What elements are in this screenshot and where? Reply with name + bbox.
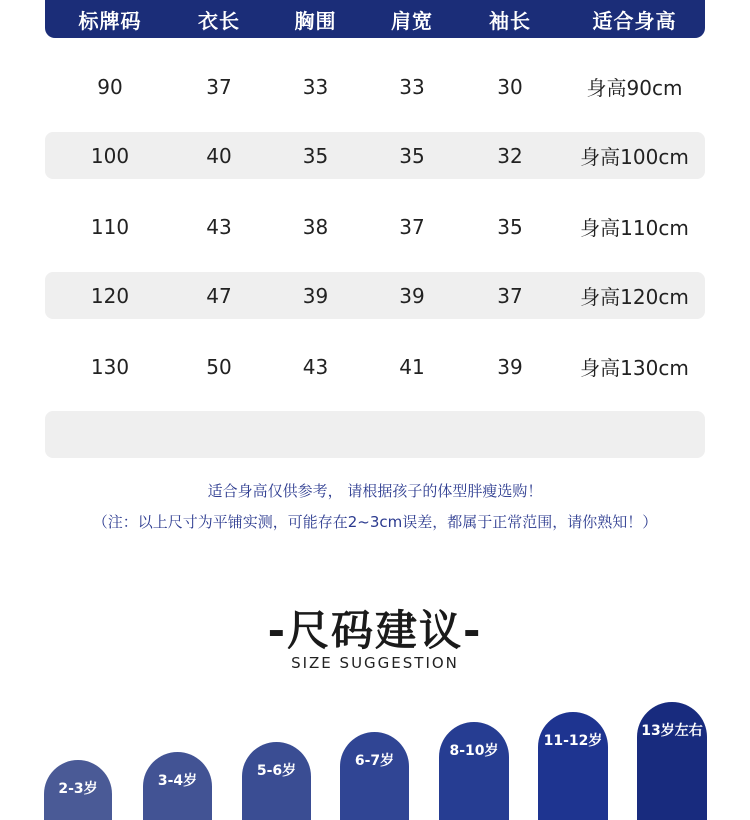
age-bar-6-7 <box>340 732 409 820</box>
cell-shoulder: 35 <box>399 143 425 168</box>
age-label: 8-10岁 <box>449 743 499 759</box>
age-bar-11-12 <box>538 712 608 820</box>
section-subtitle: SIZE SUGGESTION <box>291 654 459 672</box>
age-label: 3-4岁 <box>157 773 198 789</box>
table-row <box>45 132 705 179</box>
table-row <box>45 343 705 390</box>
cell-sleeve: 32 <box>497 143 523 168</box>
cell-height: 身高110cm <box>580 216 689 240</box>
header-chest: 胸围 <box>294 8 337 33</box>
cell-shoulder: 41 <box>399 354 425 379</box>
table-row <box>45 203 705 250</box>
cell-chest: 39 <box>302 283 329 308</box>
cell-shoulder: 39 <box>399 283 425 308</box>
age-bar-3-4 <box>143 752 212 820</box>
cell-length: 37 <box>206 74 232 99</box>
cell-size: 100 <box>90 143 130 168</box>
age-bar-13 <box>637 702 707 820</box>
cell-height: 身高130cm <box>580 356 689 380</box>
cell-length: 50 <box>206 354 232 379</box>
header-sleeve: 袖长 <box>489 8 531 33</box>
age-label: 2-3岁 <box>58 781 98 797</box>
cell-sleeve: 39 <box>497 354 523 379</box>
table-header <box>45 0 705 38</box>
height-note: 适合身高仅供参考， 请根据孩子的体型胖瘦选购！ <box>207 482 543 500</box>
measurement-note: （注：以上尺寸为平铺实测，可能存在2~3cm误差，都属于正常范围，请你熟知！） <box>92 513 658 531</box>
cell-shoulder: 37 <box>399 214 425 239</box>
header-size-label: 标牌码 <box>78 8 142 33</box>
cell-sleeve: 30 <box>497 74 523 99</box>
cell-chest: 33 <box>302 74 329 99</box>
cell-shoulder: 33 <box>399 74 425 99</box>
age-bar-5-6 <box>242 742 311 820</box>
cell-length: 47 <box>206 283 232 308</box>
cell-size: 130 <box>90 354 130 379</box>
table-row <box>45 272 705 319</box>
header-height: 适合身高 <box>592 8 677 33</box>
age-label: 13岁左右 <box>641 723 703 739</box>
cell-height: 身高120cm <box>580 285 689 309</box>
age-bar-8-10 <box>439 722 509 820</box>
cell-chest: 43 <box>302 354 329 379</box>
cell-chest: 35 <box>302 143 329 168</box>
cell-length: 40 <box>206 143 232 168</box>
cell-sleeve: 37 <box>497 283 523 308</box>
age-label: 6-7岁 <box>354 753 395 769</box>
cell-height: 身高90cm <box>586 76 683 100</box>
table-row <box>45 63 705 110</box>
header-shoulder: 肩宽 <box>391 8 433 33</box>
cell-height: 身高100cm <box>580 145 689 169</box>
header-length: 衣长 <box>198 8 240 33</box>
cell-size: 120 <box>90 283 130 308</box>
cell-size: 90 <box>97 74 123 99</box>
age-label: 5-6岁 <box>256 763 297 779</box>
age-label: 11-12岁 <box>543 733 603 749</box>
section-title: -尺码建议- <box>267 606 483 655</box>
table-empty-row <box>45 411 705 458</box>
cell-length: 43 <box>206 214 232 239</box>
cell-chest: 38 <box>302 214 329 239</box>
cell-size: 110 <box>90 214 130 239</box>
age-bar-2-3 <box>44 760 112 820</box>
cell-sleeve: 35 <box>497 214 523 239</box>
